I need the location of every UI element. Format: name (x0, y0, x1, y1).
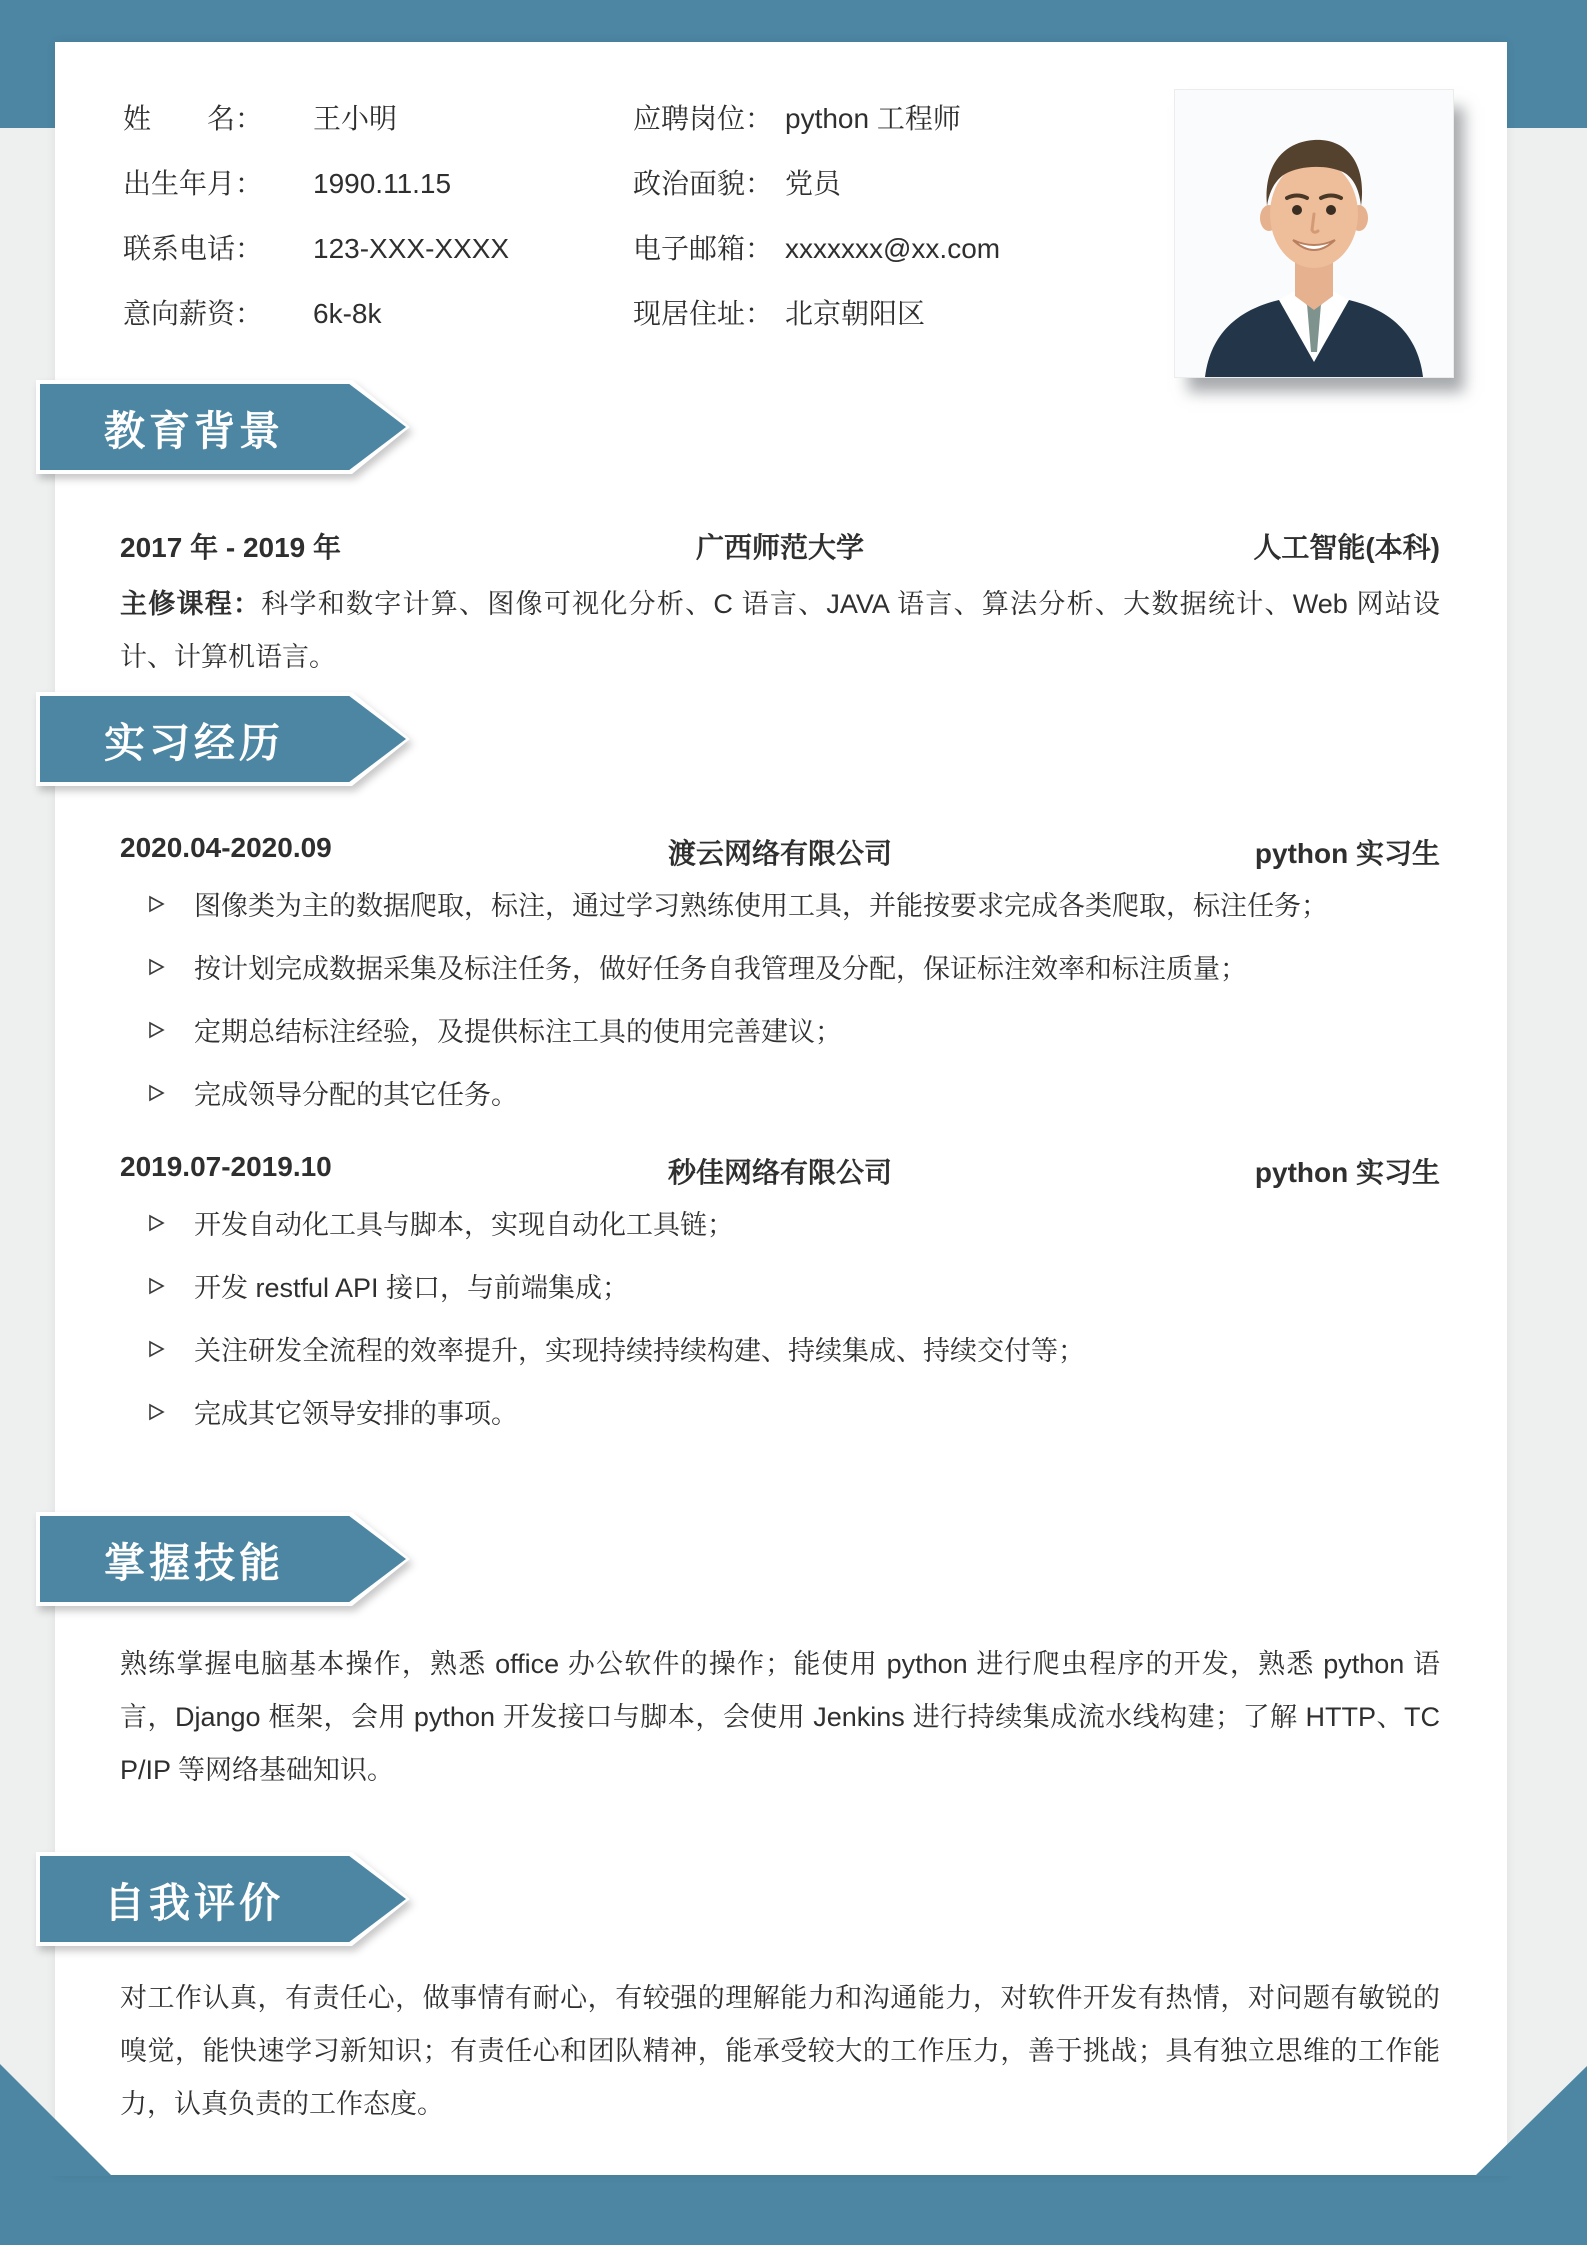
bullet-arrow-icon (148, 1403, 194, 1421)
field-birth-value: 1990.11.15 (313, 168, 452, 199)
field-political-value: 党员 (785, 168, 842, 199)
bullet-arrow-icon (148, 1021, 194, 1039)
bullet-arrow-icon (148, 1277, 194, 1295)
personal-info-block (123, 86, 1163, 346)
field-name-value: 王小明 (313, 103, 398, 134)
list-item: 开发 restful API 接口，与前端集成； (148, 1254, 1440, 1317)
field-email-value: xxxxxxx@xx.com (785, 233, 1001, 264)
profile-photo (1174, 89, 1454, 378)
bullet-arrow-icon (148, 1084, 194, 1102)
list-item: 完成领导分配的其它任务。 (148, 1061, 1440, 1124)
field-political-label: 政治面貌： (633, 168, 774, 199)
field-name-label: 姓 名： (123, 103, 264, 134)
info-row (123, 216, 1163, 281)
field-salary-label: 意向薪资： (123, 298, 264, 329)
info-row (123, 86, 1163, 151)
education-header-row (120, 526, 1440, 566)
job1-period: 2020.04-2020.09 (120, 832, 332, 863)
list-item: 完成其它领导安排的事项。 (148, 1380, 1440, 1443)
job2-header-row (120, 1151, 1440, 1191)
bullet-arrow-icon (148, 895, 194, 913)
skills-text: 熟练掌握电脑基本操作，熟悉 office 办公软件的操作；能使用 python 进行爬虫程序的开发，熟悉 python 语言，Django 框架，会用 python 开发接口与脚本，会使用 Jenkins 进行持续集成流水线构建；了解 HTTP、TCP/IP 等网络基础知识。 (120, 1649, 1440, 1785)
education-school: 广西师范大学 (695, 532, 864, 563)
job1-role: python 实习生 (1254, 838, 1440, 869)
list-item: 按计划完成数据采集及标注任务，做好任务自我管理及分配，保证标注效率和标注质量； (148, 935, 1440, 998)
field-address-label: 现居住址： (633, 298, 774, 329)
section-banner-education (36, 380, 410, 474)
list-item: 图像类为主的数据爬取，标注，通过学习熟练使用工具，并能按要求完成各类爬取，标注任务； (148, 872, 1440, 935)
field-birth-label: 出生年月： (123, 168, 264, 199)
course-text: 科学和数字计算、图像可视化分析、C 语言、JAVA 语言、算法分析、大数据统计、Web 网站设计、计算机语言。 (120, 589, 1441, 672)
section-banner-internship (36, 692, 410, 786)
list-item: 定期总结标注经验，及提供标注工具的使用完善建议； (148, 998, 1440, 1061)
job2-role: python 实习生 (1254, 1157, 1440, 1188)
section-title-self-evaluation: 自我评价 (104, 1879, 284, 1926)
field-address-value: 北京朝阳区 (785, 298, 926, 329)
education-courses (120, 578, 1440, 684)
job2-bullet-list (148, 1191, 1440, 1443)
info-row (123, 151, 1163, 216)
job1-header-row (120, 832, 1440, 872)
field-salary-value: 6k-8k (313, 298, 382, 329)
job1-bullet-list (148, 872, 1440, 1124)
education-period: 2017 年 - 2019 年 (120, 532, 342, 563)
list-item: 关注研发全流程的效率提升，实现持续持续构建、持续集成、持续交付等； (148, 1317, 1440, 1380)
section-banner-skills (36, 1512, 410, 1606)
list-item: 开发自动化工具与脚本，实现自动化工具链； (148, 1191, 1440, 1254)
self-evaluation-text: 对工作认真，有责任心，做事情有耐心，有较强的理解能力和沟通能力，对软件开发有热情，对问题有敏锐的嗅觉，能快速学习新知识；有责任心和团队精神，能承受较大的工作压力，善于挑战；具有独立思维的工作能力，认真负责的工作态度。 (120, 1983, 1440, 2119)
bullet-arrow-icon (148, 1214, 194, 1232)
education-degree: 人工智能(本科) (1253, 532, 1440, 563)
section-title-education: 教育背景 (104, 407, 284, 454)
course-label: 主修课程： (120, 589, 262, 619)
section-banner-self-evaluation (36, 1852, 410, 1946)
info-row (123, 281, 1163, 346)
bullet-arrow-icon (148, 958, 194, 976)
job2-period: 2019.07-2019.10 (120, 1151, 332, 1182)
field-phone-value: 123-XXX-XXXX (313, 233, 510, 264)
job1-company: 渡云网络有限公司 (667, 838, 892, 869)
field-phone-label: 联系电话： (123, 233, 264, 264)
bottom-frame-band (0, 2175, 1587, 2245)
job2-company: 秒佳网络有限公司 (667, 1157, 892, 1188)
section-title-skills: 掌握技能 (104, 1539, 284, 1586)
section-title-internship: 实习经历 (104, 719, 284, 766)
bullet-arrow-icon (148, 1340, 194, 1358)
field-position-value: python 工程师 (785, 103, 961, 134)
portrait-illustration (1175, 90, 1453, 377)
field-email-label: 电子邮箱： (633, 233, 774, 264)
field-position-label: 应聘岗位： (633, 103, 774, 134)
